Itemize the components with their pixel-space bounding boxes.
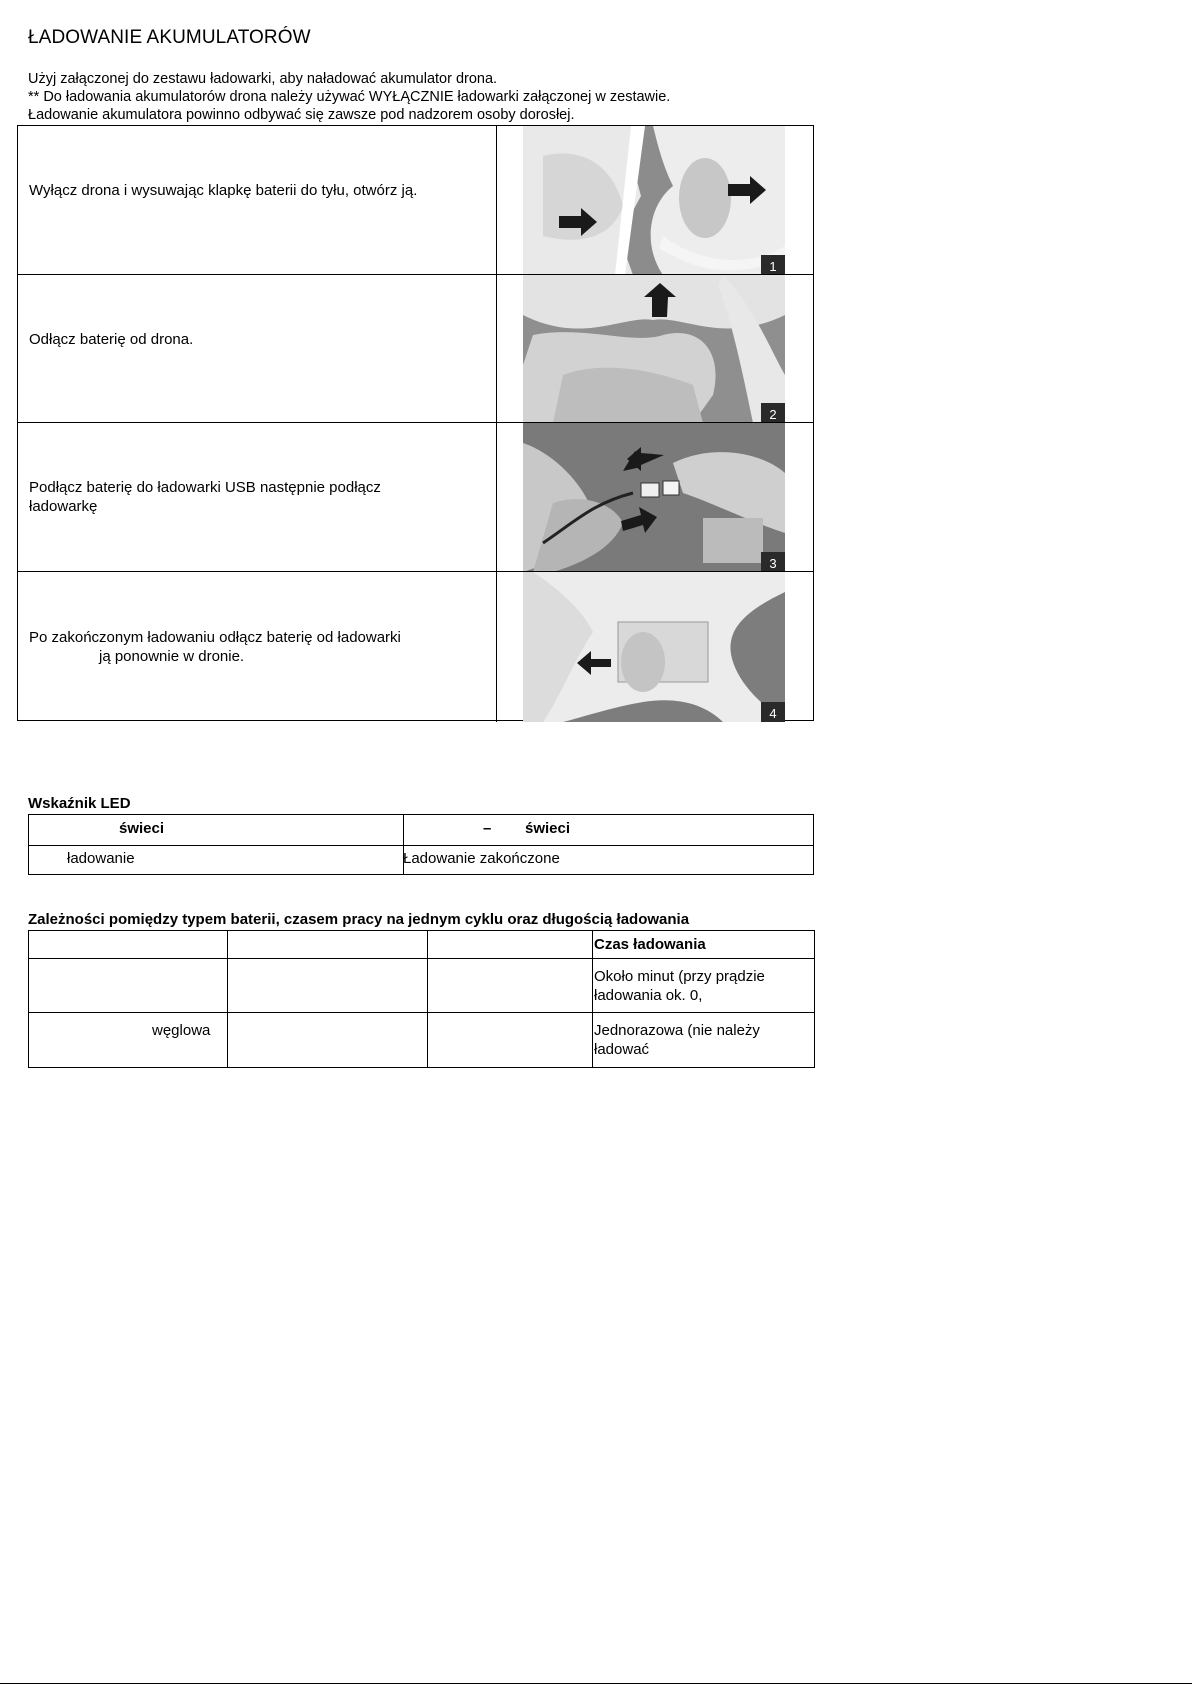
step-1-text: Wyłącz drona i wysuwając klapkę baterii do tyłu, otwórz ją. bbox=[29, 182, 418, 199]
led-heading: Wskaźnik LED bbox=[28, 795, 131, 812]
step-row-2 bbox=[18, 275, 813, 423]
page-bottom-rule bbox=[0, 1683, 1192, 1684]
step-3-text bbox=[29, 478, 479, 516]
step-2-number: 2 bbox=[769, 407, 777, 422]
step-1-photo bbox=[523, 126, 785, 274]
column-divider bbox=[496, 572, 497, 722]
step-row-3 bbox=[18, 423, 813, 572]
battery-row2-charge-time-line-1: Jednorazowa (nie należy bbox=[594, 1022, 760, 1039]
battery-row2-type: węglowa bbox=[152, 1022, 211, 1039]
battery-header-charge-time: Czas ładowania bbox=[594, 936, 706, 953]
led-header-right: świeci bbox=[525, 820, 571, 837]
battery-row2-charge-time bbox=[594, 1021, 760, 1059]
column-divider bbox=[227, 931, 228, 1067]
intro-line-1: Użyj załączonej do zestawu ładowarki, aby naładować akumulator drona. bbox=[28, 71, 498, 87]
led-header-left: świeci bbox=[119, 820, 165, 837]
column-divider bbox=[592, 931, 593, 1067]
led-row-left: ładowanie bbox=[67, 850, 135, 867]
battery-row1-charge-time-line-2: ładowania ok. 0, bbox=[594, 987, 703, 1004]
step-4-photo bbox=[523, 572, 785, 722]
row-divider bbox=[29, 958, 814, 959]
row-divider bbox=[29, 1012, 814, 1013]
step-4-text-line-2: ją ponownie w dronie. bbox=[99, 648, 245, 665]
column-divider bbox=[496, 126, 497, 274]
step-row-4 bbox=[18, 572, 813, 722]
step-row-1 bbox=[18, 126, 813, 275]
column-divider bbox=[496, 423, 497, 571]
step-4-number: 4 bbox=[769, 706, 777, 721]
intro-line-2: ** Do ładowania akumulatorów drona należy używać WYŁĄCZNIE ładowarki załączonej w zestawie. bbox=[28, 89, 671, 105]
led-row-right: Ładowanie zakończone bbox=[403, 850, 560, 867]
column-divider bbox=[427, 931, 428, 1067]
battery-row1-charge-time bbox=[594, 967, 765, 1005]
step-4-text bbox=[29, 628, 479, 666]
step-3-text-line-1: Podłącz baterię do ładowarki USB następnie podłącz bbox=[29, 479, 381, 496]
battery-row2-charge-time-line-2: ładować bbox=[594, 1041, 650, 1058]
intro-line-3: Ładowanie akumulatora powinno odbywać się zawsze pod nadzorem osoby dorosłej. bbox=[28, 107, 575, 123]
step-2-text: Odłącz baterię od drona. bbox=[29, 331, 194, 348]
steps-table bbox=[17, 125, 814, 721]
battery-table bbox=[28, 930, 815, 1068]
step-3-number: 3 bbox=[769, 556, 777, 571]
battery-heading: Zależności pomiędzy typem baterii, czasem pracy na jednym cyklu oraz długością ładowania bbox=[28, 911, 690, 928]
step-3-photo bbox=[523, 423, 785, 571]
step-3-text-line-2: ładowarkę bbox=[29, 498, 98, 515]
column-divider bbox=[496, 275, 497, 422]
led-table bbox=[28, 814, 814, 875]
step-4-text-line-1: Po zakończonym ładowaniu odłącz baterię od ładowarki bbox=[29, 629, 401, 646]
step-1-number: 1 bbox=[769, 259, 777, 274]
led-header-dash: – bbox=[483, 820, 492, 837]
step-2-photo bbox=[523, 275, 785, 422]
battery-row1-charge-time-line-1: Około minut (przy prądzie bbox=[594, 968, 765, 985]
page-title: ŁADOWANIE AKUMULATORÓW bbox=[28, 27, 311, 48]
